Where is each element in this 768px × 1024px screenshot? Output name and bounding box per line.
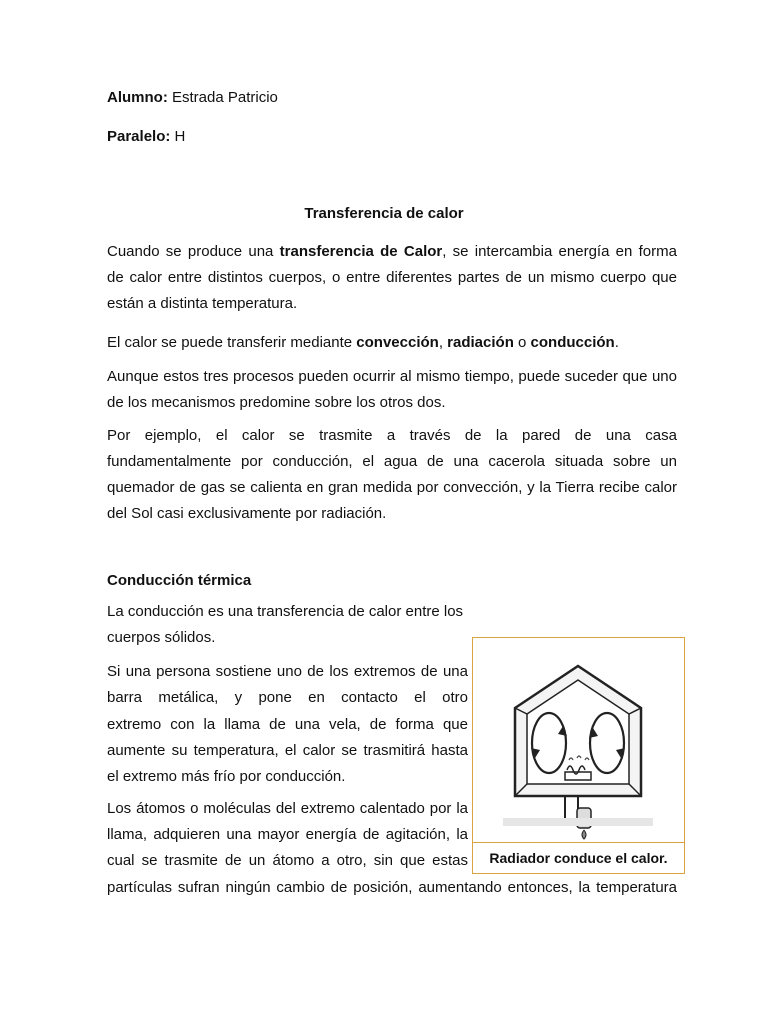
methods-suffix: . — [614, 334, 619, 351]
page-title: Transferencia de calor — [304, 205, 464, 222]
student-label: Alumno: — [107, 89, 168, 106]
cond-p3-line-2: llama, adquieren una mayor energía de agitación, la — [107, 826, 468, 843]
student-name: Estrada Patricio — [172, 89, 278, 106]
methods-line — [107, 335, 619, 350]
section-value: H — [174, 128, 186, 145]
cond-p1-line-1: La conducción es una transferencia de calor entre los — [107, 603, 464, 620]
para4-line-4: del Sol casi exclusivamente por radiación. — [107, 505, 387, 522]
section-line — [107, 129, 185, 144]
methods-prefix: El calor se puede transferir mediante — [107, 334, 357, 351]
intro-text-a: Cuando se produce una — [107, 243, 280, 260]
intro-term: transferencia de Calor — [279, 243, 443, 260]
section-heading: Conducción térmica — [107, 572, 252, 589]
cond-p2-line-1: Si una persona sostiene uno de los extremos de una — [107, 663, 468, 680]
cond-p3-line-1: Los átomos o moléculas del extremo calentado por la — [107, 800, 468, 817]
intro-line-1 — [107, 244, 677, 259]
method-convection: convección — [356, 334, 439, 351]
para4-line-2: fundamentalmente por conducción, el agua de una cacerola situada sobre un — [107, 453, 677, 470]
figure-caption: Radiador conduce el calor. — [472, 842, 685, 874]
method-conduction: conducción — [530, 334, 615, 351]
student-line — [107, 90, 278, 105]
section-label: Paralelo: — [107, 128, 171, 145]
para3-line-1: Aunque estos tres procesos pueden ocurrir al mismo tiempo, puede suceder que uno — [107, 368, 677, 385]
methods-sep-2: o — [513, 334, 531, 351]
cond-p3-line-3: cual se trasmite de un átomo a otro, sin que estas — [107, 852, 468, 869]
cond-p2-line-5: el extremo más frío por conducción. — [107, 768, 346, 785]
methods-sep-1: , — [438, 334, 448, 351]
intro-text-c: , se intercambia energía en forma — [442, 243, 677, 260]
intro-line-3: están a distinta temperatura. — [107, 295, 298, 312]
cond-p2-line-3: extremo con la llama de una vela, de forma que — [107, 716, 468, 733]
cond-p2-line-4: aumente su temperatura, el calor se trasmitirá hasta — [107, 742, 468, 759]
cond-p3-line-4: partículas sufran ningún cambio de posición, aumentando entonces, la temperatura — [107, 879, 677, 896]
para4-line-1: Por ejemplo, el calor se trasmite a través de la pared de una casa — [107, 427, 677, 444]
cond-p1-line-2: cuerpos sólidos. — [107, 629, 216, 646]
radiator-figure — [472, 637, 685, 874]
intro-line-2: de calor entre distintos cuerpos, o entre diferentes partes de un mismo cuerpo que — [107, 269, 677, 286]
cond-p2-line-2: barra metálica, y pone en contacto el otro — [107, 689, 468, 706]
radiator-illustration — [473, 638, 684, 843]
para4-line-3: quemador de gas se calienta en gran medida por convección, y la Tierra recibe calor — [107, 479, 677, 496]
method-radiation: radiación — [447, 334, 514, 351]
para3-line-2: de los mecanismos predomine sobre los otros dos. — [107, 394, 446, 411]
